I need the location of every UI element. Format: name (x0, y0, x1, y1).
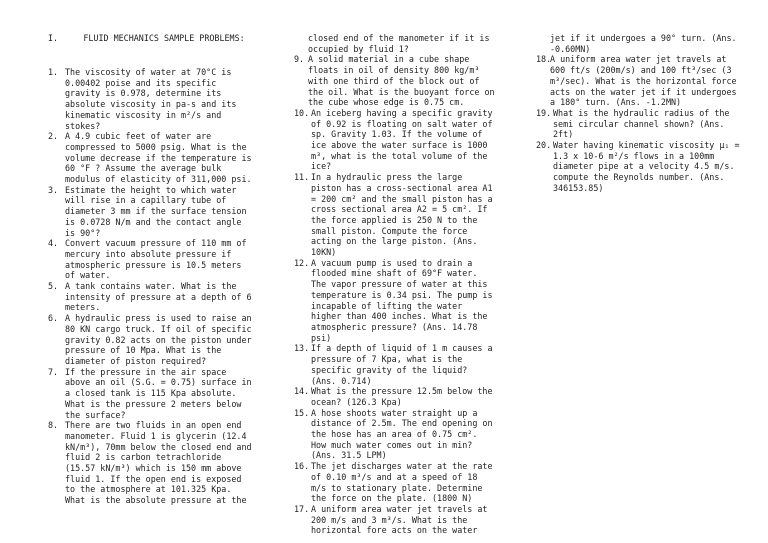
problem-number: 6. (48, 313, 59, 324)
problem-text: A 4.9 cubic feet of water are compressed to 5000 psig. What is the volume decrease if the temperature is 60 °F ? Assume the average bulk modulus of elasticity of 311,000 psi. (65, 131, 252, 185)
problem-number: 7. (48, 366, 59, 377)
problem-number: 9. (294, 54, 305, 65)
problem-item (294, 54, 497, 108)
problem-number: 1. (48, 67, 59, 77)
problem-item (294, 108, 497, 172)
problem-item (48, 313, 253, 367)
problem-number: 14. (294, 386, 310, 397)
problem-item (536, 108, 744, 140)
section-title: FLUID MECHANICS SAMPLE PROBLEMS: (83, 33, 245, 43)
problem-item (536, 140, 744, 194)
problem-text: A uniform area water jet travels at 200 m/s and 3 m³/s. What is the horizontal fore acts on the water (311, 503, 488, 536)
problem-item (48, 185, 253, 239)
problem-text: The viscosity of water at 70°C is 0.00402 poise and its specific gravity is 0.978, determine its absolute viscosity in pa-s and its kinematic viscosity in m²/s and stokes? (65, 67, 237, 131)
problem-item (294, 504, 497, 536)
problem-number: 2. (48, 131, 59, 142)
continued-text: jet if it undergoes a 90° turn. (Ans. -0.60MN) (550, 33, 737, 54)
problem-number: 19. (536, 107, 552, 118)
problem-text: An iceberg having a specific gravity of 0.92 is floating on salt water of sp. Gravity 1.03. If the volume of ice above the water surface is 1000 m³, what is the total volume of the ice? (311, 107, 493, 172)
problem-number: 18. (536, 54, 552, 65)
problem-number: 11. (294, 172, 310, 183)
problem-item (48, 131, 253, 185)
problem-text: What is the pressure 12.5m below the ocean? (126.3 Kpa) (311, 386, 493, 407)
problem-item (294, 386, 497, 407)
column-2 (294, 33, 497, 536)
problem-text: If a depth of liquid of 1 m causes a pressure of 7 Kpa, what is the specific gravity of the liquid? (Ans. 0.714) (311, 343, 493, 386)
problem-text: Water having kinematic viscosity μ₁ = 1.3 x 10-6 m²/s flows in a 100mm diameter pipe at a velocity 4.5 m/s. compute the Reynolds number. (Ans. 346153.85) (553, 140, 740, 193)
problem-number: 8. (48, 420, 59, 431)
problem-number: 5. (48, 281, 59, 292)
problem-text: Estimate the height to which water will rise in a capillary tube of diameter 3 mm if the surface tension is 0.0728 N/m and the contact angle is 90°? (65, 184, 247, 238)
problem-number: 4. (48, 238, 59, 249)
continued-text: closed end of the manometer if it is occupied by fluid 1? (308, 33, 490, 54)
problem-text: A uniform area water jet travels at 600 ft/s (200m/s) and 100 ft³/sec (3 m³/sec). What is the horizontal force acts on the water jet if it undergoes a 180° turn. (Ans. -1.2MN) (550, 54, 737, 108)
problem-item (294, 258, 497, 344)
section-heading (48, 33, 245, 43)
problem-text: Convert vacuum pressure of 110 mm of mercury into absolute pressure if atmospheric pressure is 10.5 meters of water. (65, 238, 247, 281)
problem-text: In a hydraulic press the large piston has a cross-sectional area A1 = 200 cm² and the small piston has a cross sectional area A2 = 5 cm². If the force applied is 250 N to the small piston. Compute the force acting on the large piston. (Ans. 10KN) (311, 172, 493, 258)
problem-item (294, 172, 497, 258)
column-3 (536, 33, 744, 194)
problem-item (536, 54, 744, 108)
column-1 (48, 67, 253, 506)
problem-text: A hose shoots water straight up a distance of 2.5m. The end opening on the hose has an area of 0.75 cm². How much water comes out in min? (Ans. 31.5 LPM) (311, 407, 493, 461)
problem-number: 13. (294, 343, 310, 354)
problem-text: If the pressure in the air space above an oil (S.G. = 0.75) surface in a closed tank is 115 Kpa absolute. What is the pressure 2 meters below the surface? (65, 366, 252, 420)
problem-text: A tank contains water. What is the intensity of pressure at a depth of 6 meters. (65, 281, 252, 313)
problem-item (48, 238, 253, 281)
problem-item (294, 408, 497, 462)
section-numeral: I. (48, 33, 59, 43)
problem-text: What is the hydraulic radius of the semi circular channel shown? (Ans. 2ft) (553, 107, 730, 140)
problem-number: 16. (294, 461, 310, 472)
problem-number: 12. (294, 257, 310, 268)
problem-item (294, 461, 497, 504)
problem-number: 15. (294, 407, 310, 418)
problem-number: 10. (294, 107, 310, 118)
problem-number: 20. (536, 140, 552, 151)
problem-item (48, 420, 253, 506)
problem-item (48, 67, 253, 131)
problem-item (48, 367, 253, 421)
problem-text: The jet discharges water at the rate of 0.10 m³/s and at a speed of 18 m/s to stationary plate. Determine the force on the plate. (1800 N) (311, 461, 493, 504)
problem-text: A hydraulic press is used to raise an 80 KN cargo truck. If oil of specific gravity 0.82 acts on the piston under pressure of 10 Mpa. What is the diameter of piston required? (65, 313, 252, 366)
problem-text: A solid material in a cube shape floats in oil of density 800 kg/m³ with one third of the block out of the oil. What is the buoyant force on the cube whose edge is 0.75 cm. (308, 54, 495, 108)
problem-item (48, 281, 253, 313)
problem-text: There are two fluids in an open end manometer. Fluid 1 is glycerin (12.4 kN/m³), 70mm below the closed end and fluid 2 is carbon tetrachloride (15.57 kN/m³) which is 150 mm above fluid 1. If the open end is exposed to the atmosphere at 101.325 Kpa. What is the absolute pressure at the (65, 420, 252, 506)
problem-text: A vacuum pump is used to drain a flooded mine shaft of 69°F water. The vapor pressure of water at this temperature is 0.34 psi. The pump is incapable of lifting the water higher than 400 inches. What is the atmospheric pressure? (Ans. 14.78 psi) (311, 257, 493, 343)
problem-number: 3. (48, 184, 59, 195)
problem-number: 17. (294, 503, 310, 514)
problem-item (294, 343, 497, 386)
